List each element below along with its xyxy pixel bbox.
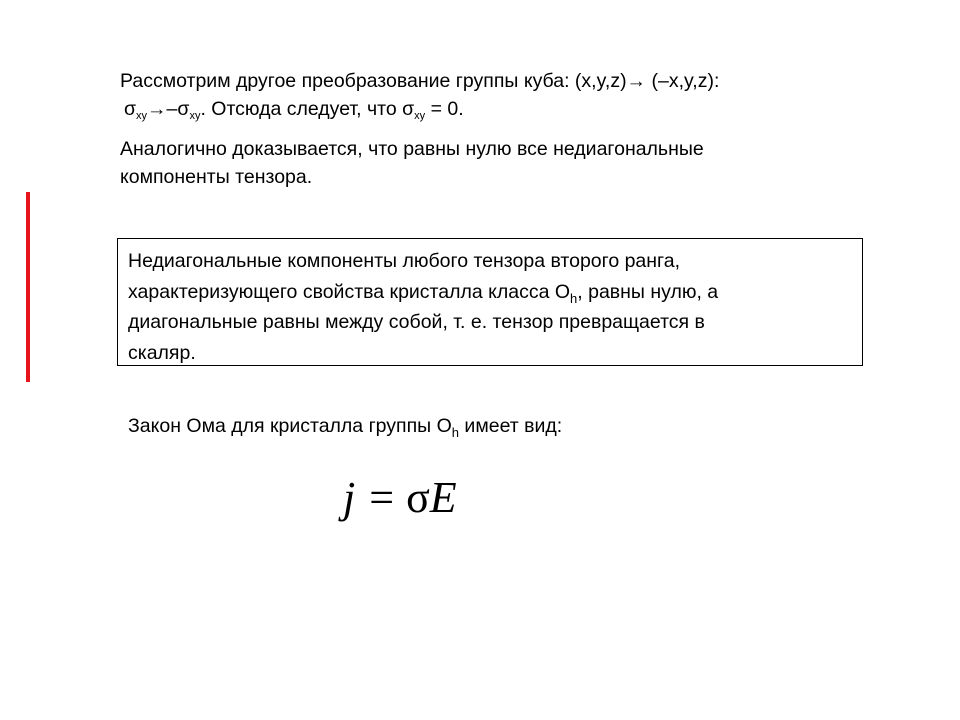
subscript-xy: xy xyxy=(136,110,148,122)
ohms-law-post: имеет вид: xyxy=(459,415,563,437)
equals-sign: = xyxy=(369,473,395,522)
subscript-h: h xyxy=(451,425,460,440)
current-density-symbol: j xyxy=(343,473,356,522)
conclusion-line-4: скаляр. xyxy=(128,341,196,364)
analogous-line-1: Аналогично доказывается, что равны нулю все недиагональные xyxy=(120,138,704,160)
conclusion-line-2 xyxy=(128,277,718,308)
sigma-relation-line xyxy=(120,95,719,123)
accent-bar xyxy=(26,192,30,382)
subscript-h: h xyxy=(570,290,578,306)
transformation-line: Рассмотрим другое преобразование группы куба: (x,y,z)→ (–x,y,z): xyxy=(120,70,720,92)
conductivity-symbol: σ xyxy=(406,473,430,522)
paragraph-analogous xyxy=(120,135,704,191)
subscript-xy: xy xyxy=(189,110,201,122)
subscript-xy: xy xyxy=(414,110,426,122)
electric-field-symbol: E xyxy=(429,473,457,522)
equals-zero-text: = 0. xyxy=(425,98,464,120)
conclusion-text xyxy=(128,246,718,368)
conclusion-line-2-post: , равны нулю, а xyxy=(577,280,719,303)
ohms-law-intro xyxy=(128,412,562,440)
ohms-law-formula xyxy=(343,470,457,526)
conclusion-line-2-pre: характеризующего свойства кристалла класса O xyxy=(128,280,571,303)
conclusion-line-3: диагональные равны между собой, т. е. тензор превращается в xyxy=(128,311,705,333)
sigma-symbol: σ xyxy=(124,98,137,120)
consequence-text: . Отсюда следует, что σ xyxy=(200,98,415,120)
analogous-line-2: компоненты тензора. xyxy=(120,166,313,188)
ohms-law-pre: Закон Ома для кристалла группы O xyxy=(128,415,452,437)
arrow-negation: →–σ xyxy=(147,98,190,120)
paragraph-transformation xyxy=(120,67,719,123)
conclusion-line-1: Недиагональные компоненты любого тензора второго ранга, xyxy=(128,250,680,272)
conclusion-box xyxy=(117,238,863,366)
